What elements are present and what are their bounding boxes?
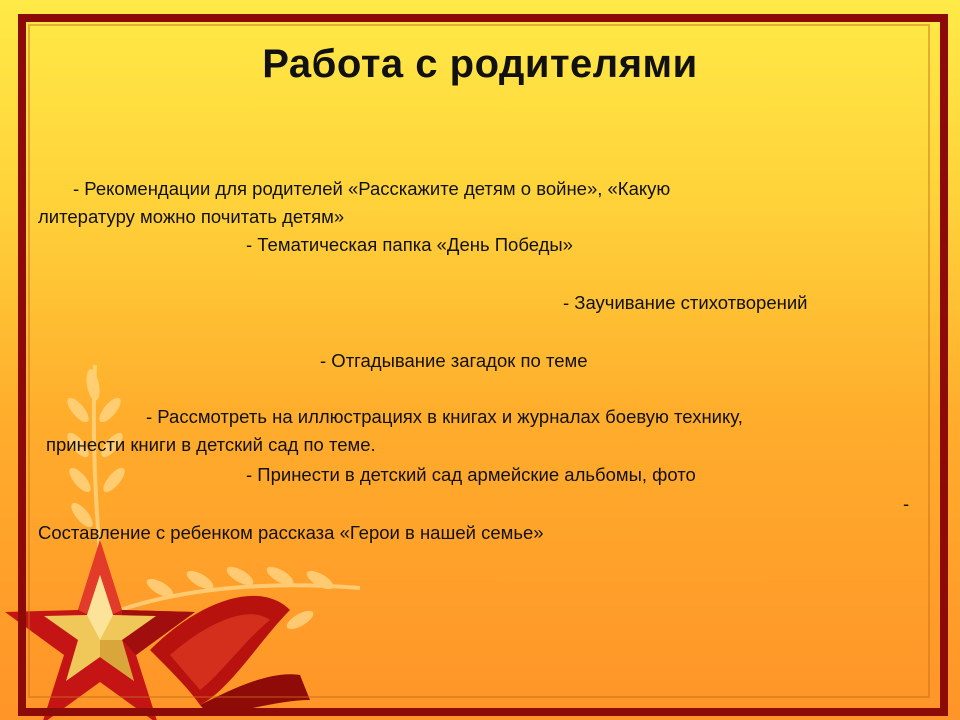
text-line-4: - Заучивание стихотворений (563, 292, 808, 313)
text-line-6: - Рассмотреть на иллюстрациях в книгах и журналах боевую технику, (146, 406, 743, 427)
slide-title: Работа с родителями (262, 42, 698, 86)
text-line-1: - Рекомендации для родителей «Расскажите детям о войне», «Какую (73, 178, 671, 199)
text-line-5: - Отгадывание загадок по теме (320, 350, 588, 371)
text-line-7: принести книги в детский сад по теме. (46, 434, 376, 455)
text-line-8: - Принести в детский сад армейские альбомы, фото (246, 464, 696, 485)
text-line-3: - Тематическая папка «День Победы» (246, 234, 573, 255)
text-line-9: - (903, 493, 910, 514)
text-line-10: Составление с ребенком рассказа «Герои в нашей семье» (38, 522, 544, 543)
text-line-2: литературу можно почитать детям» (38, 206, 345, 227)
